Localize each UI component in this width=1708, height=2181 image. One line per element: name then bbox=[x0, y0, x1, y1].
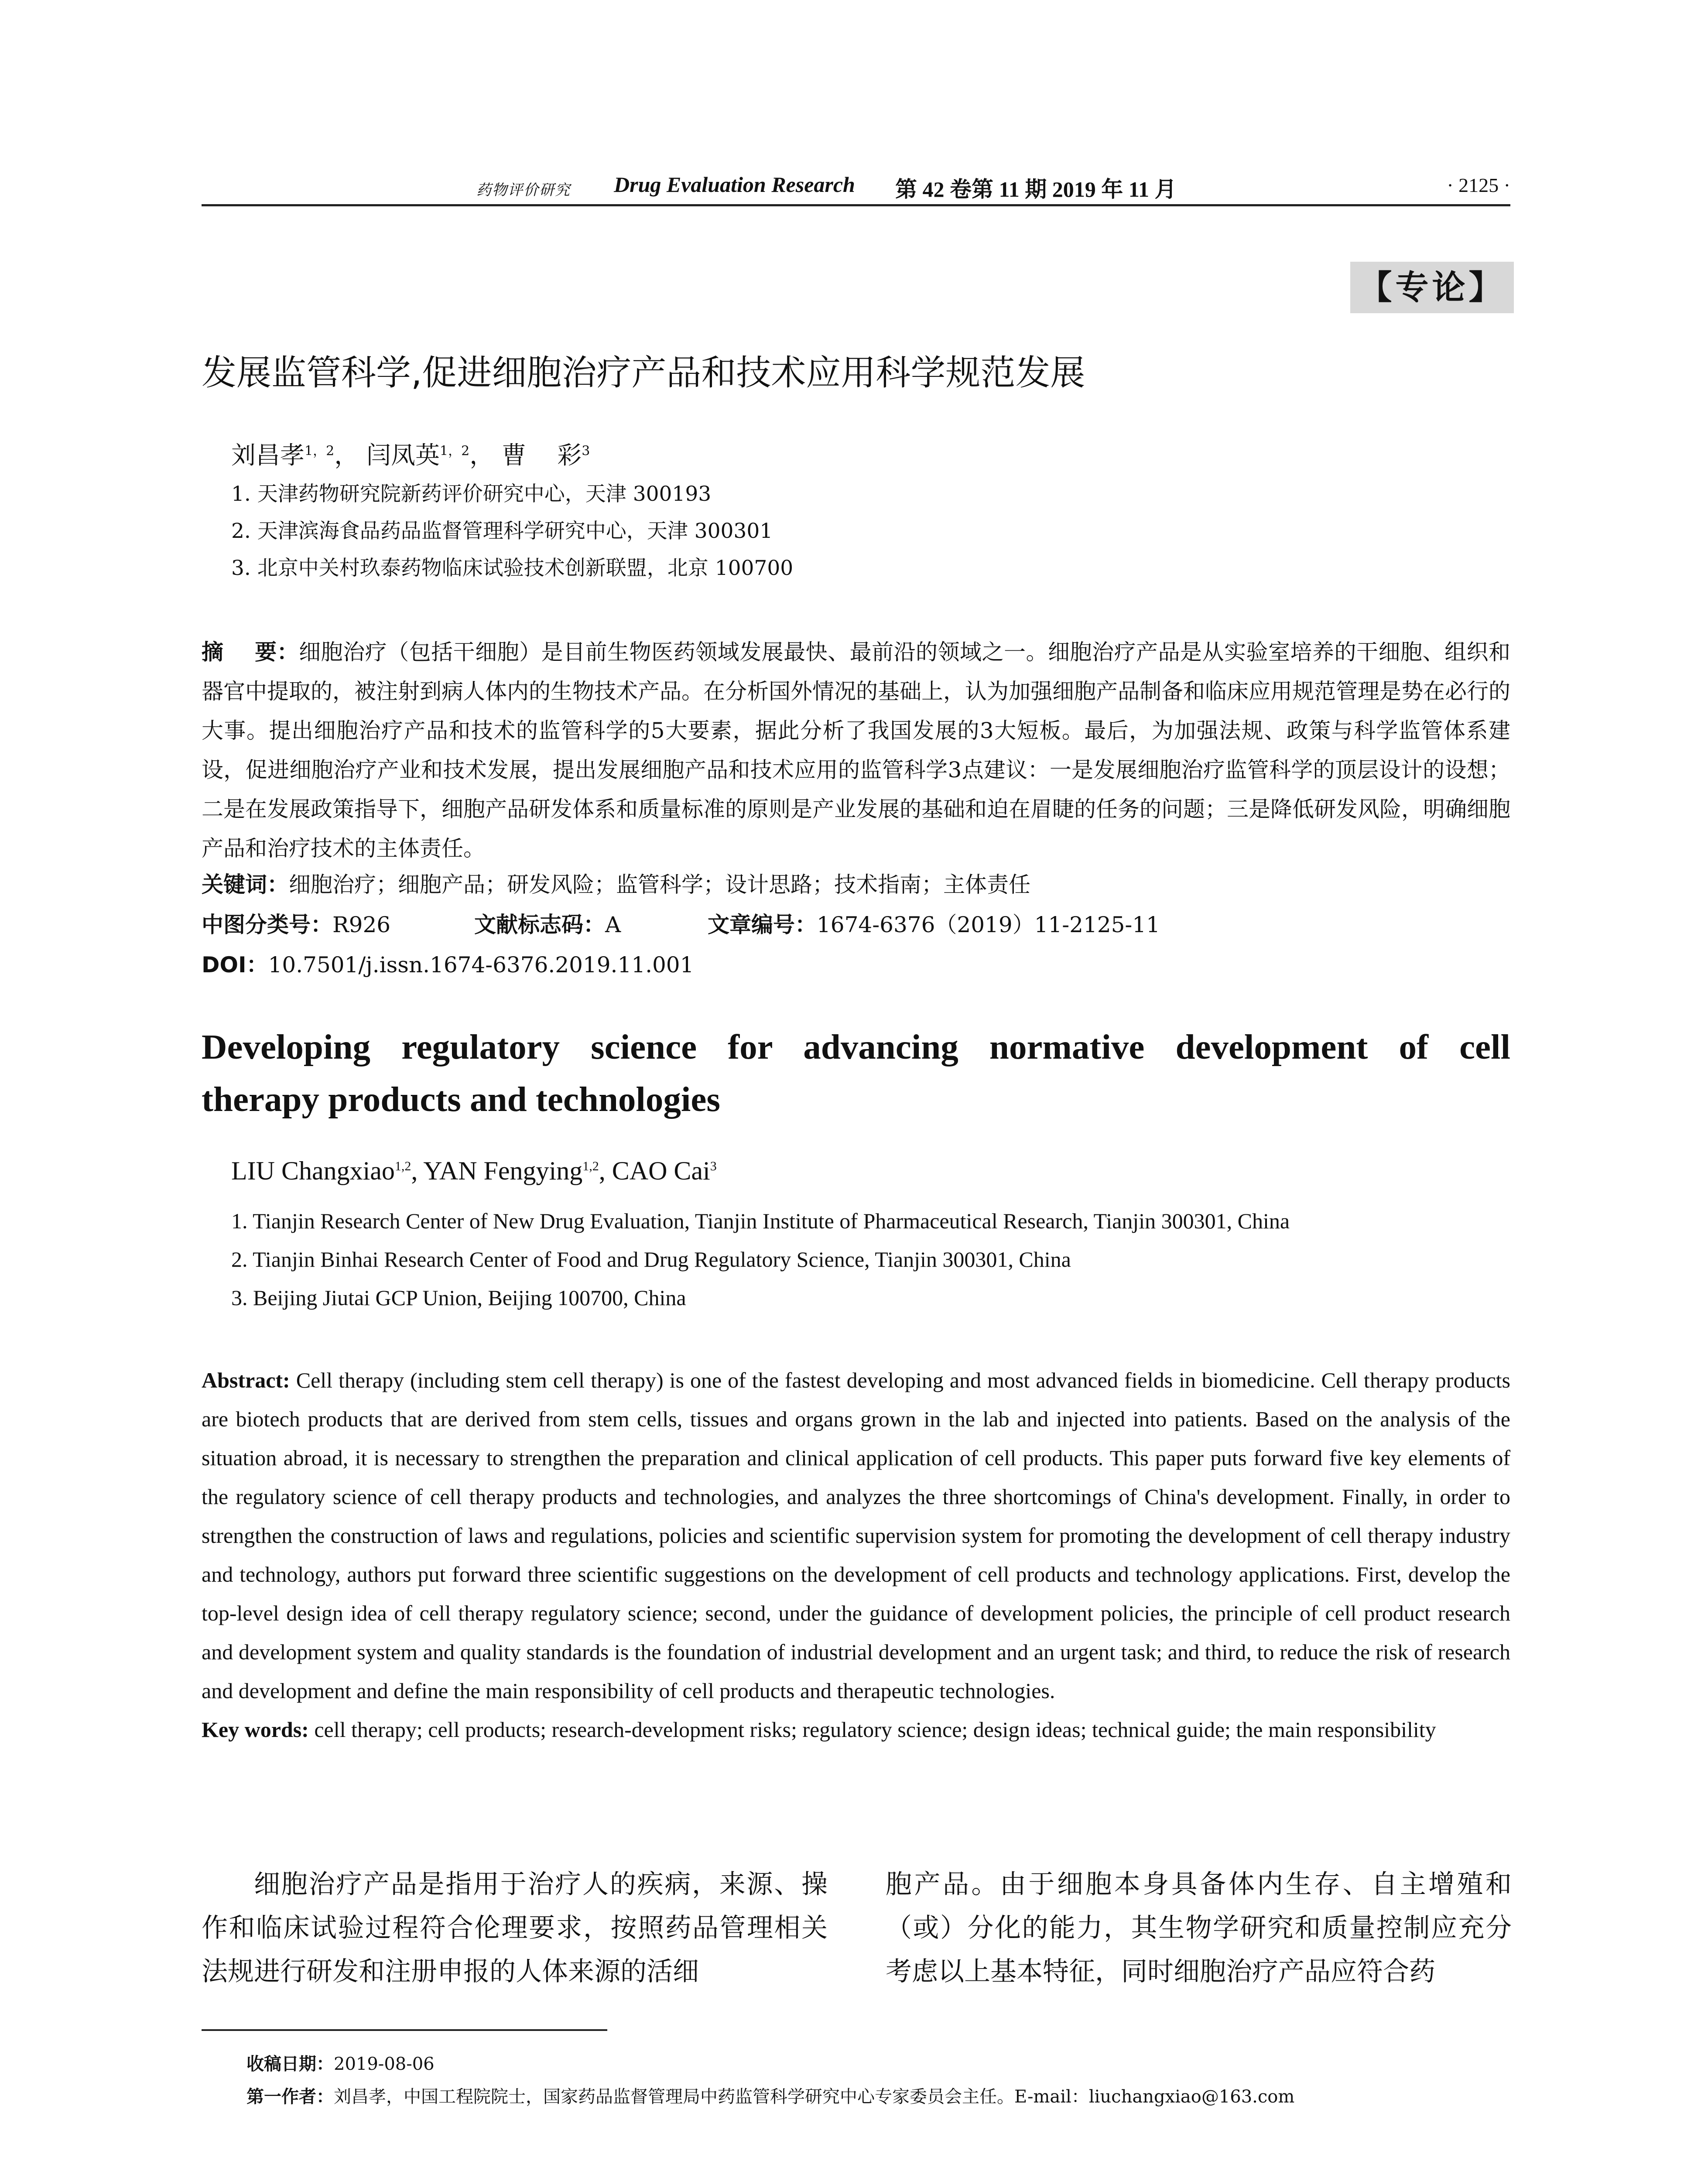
clc-number bbox=[202, 907, 390, 939]
body-column-right: 胞产品。由于细胞本身具备体内生存、自主增殖和（或）分化的能力，其生物学研究和质量控制应充分考虑以上基本特征，同时细胞治疗产品应符合药 bbox=[886, 1869, 1512, 1987]
author-name: LIU Changxiao bbox=[231, 1156, 395, 1185]
author-name: YAN Fengying bbox=[423, 1156, 583, 1185]
author-affiliation-marker: 1,2 bbox=[394, 1159, 411, 1173]
journal-name: Drug Evaluation Research bbox=[614, 172, 855, 197]
author-affiliation-marker: 1，2 bbox=[305, 443, 335, 459]
author-separator: ， bbox=[334, 441, 359, 470]
keywords-cn-label: 关键词： bbox=[202, 872, 289, 897]
doc-code-value: A bbox=[605, 912, 621, 937]
title-en-line: therapy products and technologies bbox=[202, 1080, 720, 1119]
issue-info: 第 42 卷第 11 期 2019 年 11 月 bbox=[895, 177, 1177, 202]
doc-code-label: 文献标志码： bbox=[474, 912, 605, 937]
author-name: CAO Cai bbox=[612, 1156, 710, 1185]
author-name: 刘昌孝 bbox=[231, 441, 305, 470]
abstract-cn-text: 细胞治疗（包括干细胞）是目前生物医药领域发展最快、最前沿的领域之一。细胞治疗产品是从实验室培养的干细胞、组织和器官中提取的，被注射到病人体内的生物技术产品。在分析国外情况的基础上，认为加强细胞产品制备和临床应用规范管理是势在必行的大事。提出细胞治疗产品和技术的监管科学的5大要素，据此分析了我国发展的3大短板。最后，为加强法规、政策与科学监管体系建设，促进细胞治疗产业和技术发展，提出发展细胞产品和技术应用的监管科学3点建议：一是发展细胞治疗监管科学的顶层设计的设想；二是在发展政策指导下，细胞产品研发体系和质量标准的原则是产业发展的基础和迫在眉睫的任务的问题；三是降低研发风险，明确细胞产品和治疗技术的主体责任。 bbox=[202, 639, 1510, 861]
title-en-line: Developing regulatory science for advancing normative development of cell bbox=[202, 1027, 1510, 1067]
article-number bbox=[708, 907, 1160, 939]
classification-line bbox=[202, 907, 1510, 938]
clc-label: 中图分类号： bbox=[202, 912, 332, 937]
abstract-cn bbox=[202, 632, 1510, 868]
affiliation-en: 1. Tianjin Research Center of New Drug Evaluation, Tianjin Institute of Pharmaceutical Research, Tianjin 300301, China bbox=[231, 1209, 1290, 1233]
keywords-cn bbox=[202, 867, 1030, 899]
running-header bbox=[202, 171, 1510, 206]
first-author-info: 刘昌孝，中国工程院院士，国家药品监督管理局中药监管科学研究中心专家委员会主任。E-mail：liuchangxiao@163.com bbox=[334, 2087, 1295, 2107]
doi-value: 10.7501/j.issn.1674-6376.2019.11.001 bbox=[268, 952, 694, 978]
keywords-cn-text: 细胞治疗；细胞产品；研发风险；监管科学；设计思路；技术指南；主体责任 bbox=[289, 872, 1030, 897]
section-tag: 【专论】 bbox=[1350, 262, 1514, 313]
article-no-value: 1674-6376（2019）11-2125-11 bbox=[817, 912, 1160, 937]
page-number: · 2125 · bbox=[1447, 174, 1510, 196]
first-author-label: 第一作者： bbox=[246, 2087, 334, 2107]
abstract-en-label: Abstract: bbox=[202, 1368, 290, 1392]
author-name: 闫凤英 bbox=[366, 441, 440, 470]
keywords-en-label: Key words: bbox=[202, 1717, 309, 1742]
document-code bbox=[474, 907, 621, 939]
header-rule bbox=[202, 204, 1510, 206]
author-affiliation-marker: 1，2 bbox=[440, 443, 470, 459]
affiliation-cn: 2. 天津滨海食品药品监督管理科学研究中心，天津 300301 bbox=[231, 519, 773, 543]
author-affiliation-marker: 1,2 bbox=[582, 1159, 599, 1173]
footnote-received bbox=[246, 2050, 435, 2075]
title-en bbox=[202, 1021, 1510, 1125]
title-cn: 发展监管科学,促进细胞治疗产品和技术应用科学规范发展 bbox=[202, 352, 1085, 393]
footnote-first-author bbox=[246, 2083, 1294, 2108]
author-separator: , bbox=[411, 1156, 424, 1185]
abstract-en-text: Cell therapy (including stem cell therapy) is one of the fastest developing and most advanced fields in biomedicine. Cell therapy products are biotech products that are derived from stem cells, tissues and organs grown in the lab and injected into patients. Based on the analysis of the situation abroad, it is necessary to strengthen the preparation and clinical application of cell products. This paper puts forward five key elements of the regulatory science of cell therapy products and technologies, and analyzes the three shortcomings of China's development. Finally, in order to strengthen the construction of laws and regulations, policies and scientific supervision system for promoting the development of cell therapy industry and technology, authors put forward three scientific suggestions on the development of cell products and technology applications. First, develop the top-level design idea of cell therapy regulatory science; second, under the guidance of development policies, the principle of cell product research and development system and quality standards is the foundation of industrial development and an urgent task; and third, to reduce the risk of research and development and define the main responsibility of cell products and therapeutic technologies. bbox=[202, 1368, 1510, 1703]
footnote-rule bbox=[202, 2029, 607, 2031]
author-name: 曹 彩 bbox=[502, 441, 582, 470]
received-label: 收稿日期： bbox=[246, 2054, 334, 2074]
author-affiliation-marker: 3 bbox=[710, 1159, 717, 1173]
author-separator: ， bbox=[469, 441, 494, 470]
journal-logo-cn: 药物评价研究 bbox=[476, 181, 571, 199]
affiliation-en: 3. Beijing Jiutai GCP Union, Beijing 100700, China bbox=[231, 1285, 686, 1310]
doi-label: DOI： bbox=[202, 952, 268, 978]
author-separator: , bbox=[599, 1156, 612, 1185]
clc-value: R926 bbox=[332, 912, 391, 937]
authors-cn bbox=[231, 436, 590, 471]
affiliation-en: 2. Tianjin Binhai Research Center of Food and Drug Regulatory Science, Tianjin 300301, China bbox=[231, 1247, 1071, 1272]
affiliation-cn: 1. 天津药物研究院新药评价研究中心，天津 300193 bbox=[231, 482, 712, 506]
abstract-cn-label: 摘 要： bbox=[202, 639, 299, 665]
author-affiliation-marker: 3 bbox=[582, 443, 590, 459]
body-column-left: 细胞治疗产品是指用于治疗人的疾病，来源、操作和临床试验过程符合伦理要求，按照药品管理相关法规进行研发和注册申报的人体来源的活细 bbox=[202, 1869, 828, 1987]
doi-line bbox=[202, 947, 694, 979]
authors-en bbox=[231, 1156, 717, 1186]
keywords-en-text: cell therapy; cell products; research-development risks; regulatory science; design ideas; technical guide; the main responsibility bbox=[314, 1717, 1436, 1742]
affiliation-cn: 3. 北京中关村玖泰药物临床试验技术创新联盟，北京 100700 bbox=[231, 556, 794, 580]
received-date: 2019-08-06 bbox=[334, 2054, 435, 2074]
abstract-en bbox=[202, 1361, 1510, 1749]
article-no-label: 文章编号： bbox=[708, 912, 817, 937]
